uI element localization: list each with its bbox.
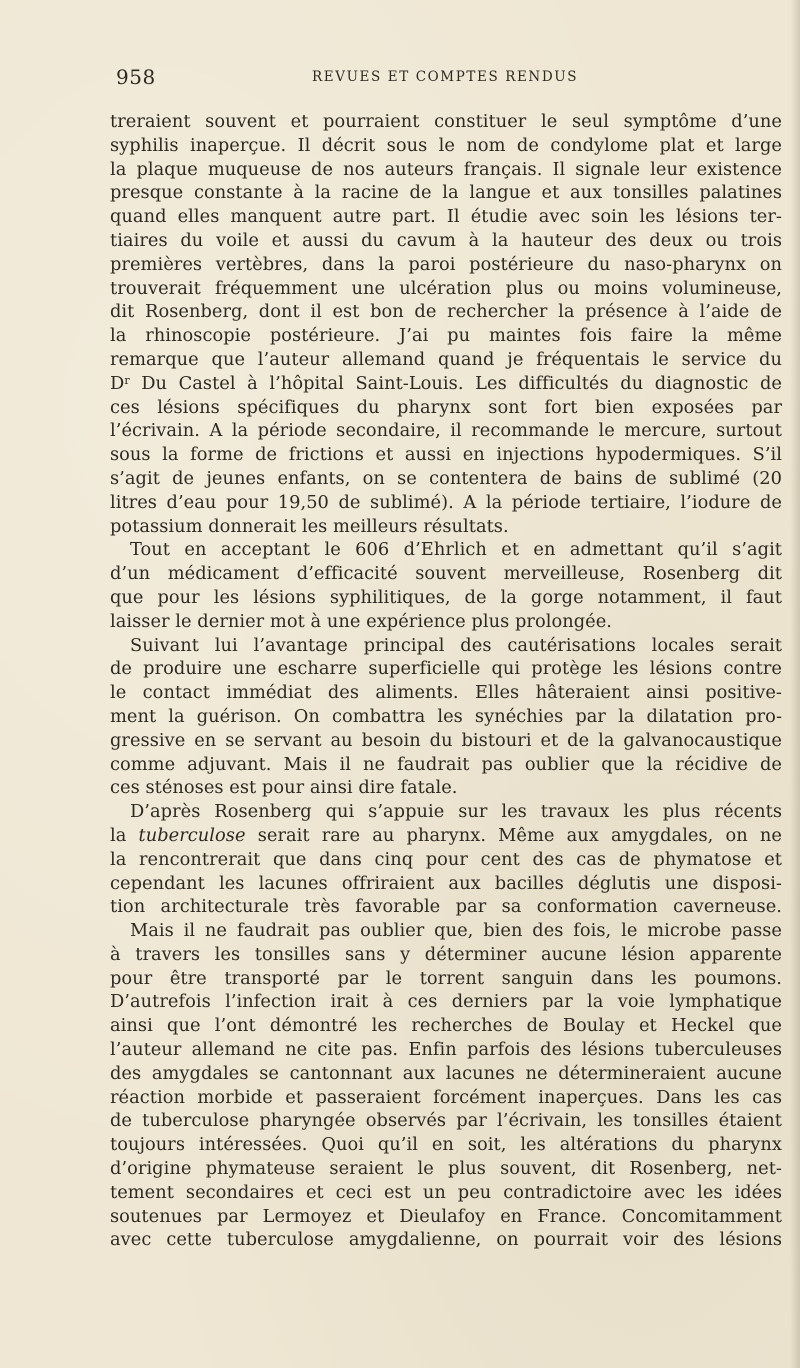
page-number: 958 [116, 65, 156, 89]
text-line: sous la forme de frictions et aussi en injections hypodermiques. S’il [110, 444, 782, 466]
italic-term: tuberculose [138, 824, 246, 846]
text-line: quand elles manquent autre part. Il étudie avec soin les lésions ter- [110, 206, 782, 228]
text-line: d’origine phymateuse seraient le plus souvent, dit Rosenberg, net- [110, 1158, 782, 1180]
text-line: avec cette tuberculose amygdalienne, on pourrait voir des lésions [110, 1229, 782, 1251]
text-line: presque constante à la racine de la langue et aux tonsilles palatines [110, 182, 782, 204]
paragraph-end-line: potassium donnerait les meilleurs résultats. [110, 515, 509, 537]
text-line: syphilis inaperçue. Il décrit sous le nom de condylome plat et large [110, 134, 782, 156]
text-line-italic [110, 824, 782, 848]
text-line: soutenues par Lermoyez et Dieulafoy en France. Concomitamment [110, 1205, 782, 1227]
text-line: le contact immédiat des aliments. Elles hâteraient ainsi positive- [110, 682, 782, 704]
text-line: trouverait fréquemment une ulcération plus ou moins volumineuse, [110, 277, 782, 299]
text-line: l’écrivain. A la période secondaire, il recommande le mercure, surtout [110, 420, 782, 442]
doctor-abbrev: D [110, 372, 125, 394]
paragraph-start-line: Tout en acceptant le 606 d’Ehrlich et en admettant qu’il s’agit [130, 539, 782, 561]
text-line: remarque que l’auteur allemand quand je fréquentais le service du [110, 348, 782, 370]
text-line: réaction morbide et passeraient forcément inaperçues. Dans les cas [110, 1086, 782, 1108]
text-line: de tuberculose pharyngée observés par l’écrivain, les tonsilles étaient [110, 1110, 782, 1132]
text-line: premières vertèbres, dans la paroi postérieure du naso-pharynx on [110, 253, 782, 275]
text-line: comme adjuvant. Mais il ne faudrait pas oublier que la récidive de [110, 753, 782, 775]
page-edge-shadow [790, 0, 800, 1368]
paragraph-end-line: laisser le dernier mot à une expérience plus prolongée. [110, 610, 612, 632]
text-line: tion architecturale très favorable par sa conformation caverneuse. [110, 896, 782, 918]
paragraph-end-line: ces sténoses est pour ainsi dire fatale. [110, 777, 458, 799]
text-line: dit Rosenberg, dont il est bon de rechercher la présence à l’aide de [110, 301, 782, 323]
text-line: la plaque muqueuse de nos auteurs français. Il signale leur existence [110, 158, 782, 180]
text-line: tiaires du voile et aussi du cavum à la hauteur des deux ou trois [110, 229, 782, 251]
text-line-rest: Du Castel à l’hôpital Saint-Louis. Les difficultés du diagnostic de [141, 372, 782, 394]
text-line: ces lésions spécifiques du pharynx sont fort bien exposées par [110, 396, 782, 418]
text-line: Mais il ne faudrait pas oublier que, bien des fois, le microbe passe [130, 920, 782, 942]
text-line: pour être transporté par le torrent sanguin dans les poumons. [110, 967, 782, 989]
text-line: ainsi que l’ont démontré les recherches de Boulay et Heckel que [110, 1015, 782, 1037]
text-line: tement secondaires et ceci est un peu contradictoire avec les idées [110, 1181, 782, 1203]
text-line: d’un médicament d’efficacité souvent merveilleuse, Rosenberg dit [110, 563, 782, 585]
text-line: de produire une escharre superficielle qui protège les lésions contre [110, 658, 782, 680]
text-line: treraient souvent et pourraient constituer le seul symptôme d’une [110, 111, 782, 132]
paragraph-start-line: D’après Rosenberg qui s’appuie sur les travaux les plus récents [130, 801, 782, 823]
paragraph-start-line: Suivant lui l’avantage principal des cautérisations locales serait [130, 634, 782, 656]
text-line: des amygdales se cantonnant aux lacunes ne détermineraient aucune [110, 1062, 782, 1084]
text-line: litres d’eau pour 19,50 de sublimé). A la période tertiaire, l’iodure de [110, 491, 782, 513]
text-line: que pour les lésions syphilitiques, de la gorge notamment, il faut [110, 586, 782, 608]
text-line: toujours intéressées. Quoi qu’il en soit, les altérations du pharynx [110, 1134, 782, 1156]
page-header [116, 66, 784, 90]
text-line: l’auteur allemand ne cite pas. Enfin parfois des lésions tuberculeuses [110, 1039, 782, 1061]
text-line: la rhinoscopie postérieure. J’ai pu maintes fois faire la même [110, 325, 782, 347]
text-line-doctor [110, 372, 782, 396]
text-line: s’agit de jeunes enfants, on se contentera de bains de sublimé (20 [110, 467, 782, 489]
text-line-rest: serait rare au pharynx. Même aux amygdales, on ne [257, 824, 783, 846]
text-line: cependant les lacunes offriraient aux bacilles déglutis une disposi- [110, 872, 782, 894]
running-head: REVUES ET COMPTES RENDUS [312, 69, 579, 85]
text-line-lead: la [110, 824, 139, 846]
text-line: gressive en se servant au besoin du bistouri et de la galvanocaustique [110, 729, 782, 751]
text-line: la rencontrerait que dans cinq pour cent des cas de phymatose et [110, 848, 782, 870]
text-line: ment la guérison. On combattra les synéchies par la dilatation pro- [110, 705, 782, 727]
doctor-abbrev-superscript: r [124, 373, 130, 387]
body-text [110, 110, 782, 1252]
text-line: D’autrefois l’infection irait à ces derniers par la voie lymphatique [110, 991, 782, 1013]
text-line: à travers les tonsilles sans y déterminer aucune lésion apparente [110, 943, 782, 965]
